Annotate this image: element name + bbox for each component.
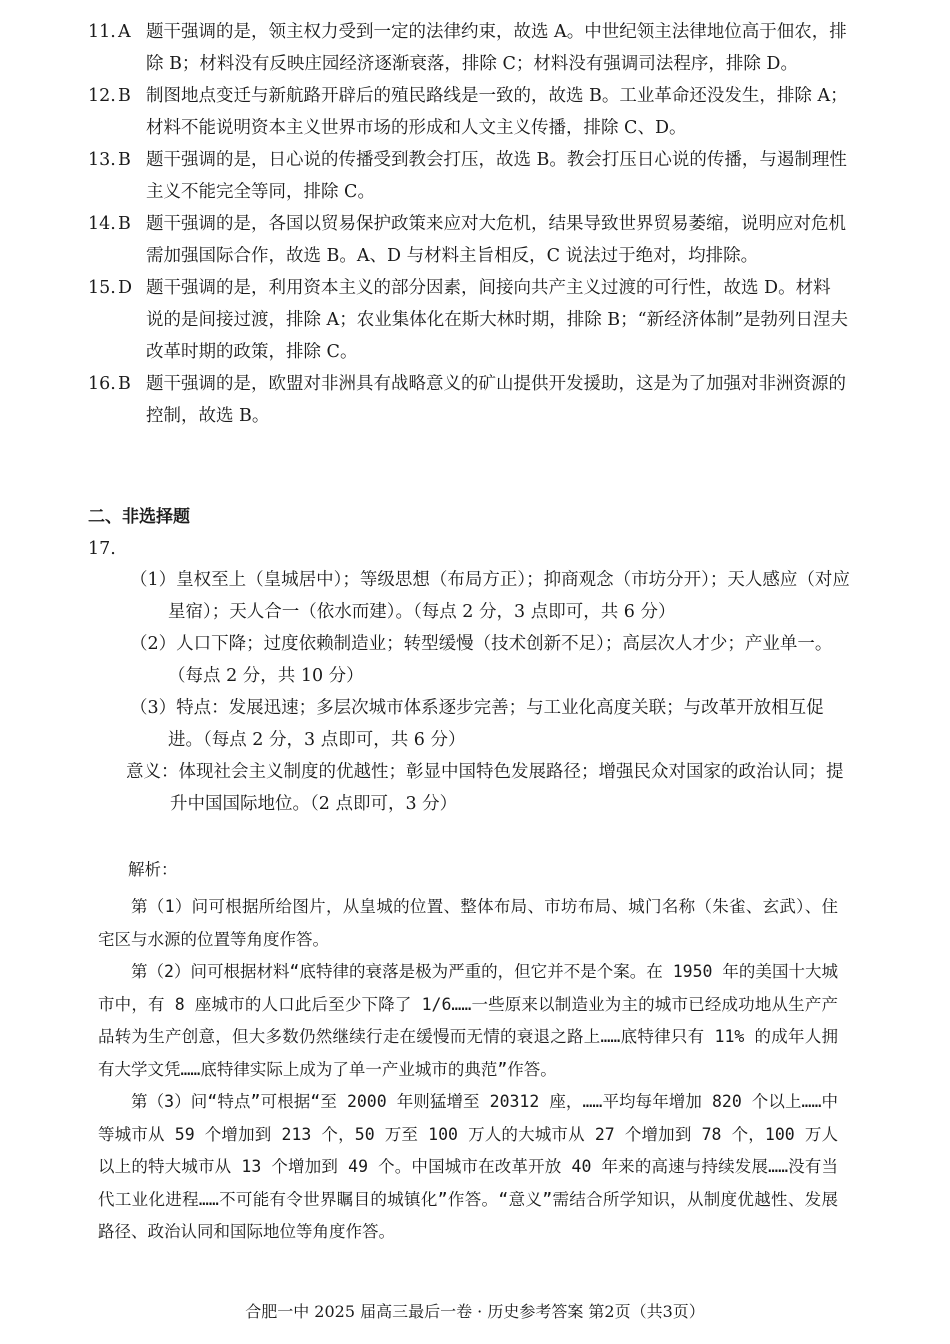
- answer-item-13: [88, 144, 848, 208]
- question-number: 12.: [88, 86, 116, 106]
- question-number: 11.: [88, 22, 116, 42]
- question-number: 16.: [88, 374, 116, 394]
- question-number: 14.: [88, 214, 116, 234]
- answer-explanation: 题干强调的是，欧盟对非洲具有战略意义的矿山提供开发援助，这是为了加强对非洲资源的控制，故选 B。: [146, 374, 846, 426]
- question-17-answers: [126, 564, 850, 820]
- answer-letter: D: [118, 278, 133, 298]
- answer-item-12: [88, 80, 848, 144]
- answer-explanation: 制图地点变迁与新航路开辟后的殖民路线是一致的，故选 B。工业革命还没发生，排除 A；材料不能说明资本主义世界市场的形成和人文主义传播，排除 C、D。: [146, 86, 848, 138]
- sub-answer-3: （3）特点：发展迅速；多层次城市体系逐步完善；与工业化高度关联；与改革开放相互促进。（每点 2 分，3 点即可，共 6 分）: [130, 698, 824, 750]
- sub-answer-1: （1）皇权至上（皇城居中）；等级思想（布局方正）；抑商观念（市坊分开）；天人感应（对应星宿）；天人合一（依水而建）。（每点 2 分，3 点即可，共 6 分）: [130, 570, 850, 622]
- page-footer: 合肥一中 2025 届高三最后一卷 · 历史参考答案 第2页（共3页）: [245, 1302, 705, 1321]
- answer-letter: B: [118, 86, 131, 106]
- answer-letter: B: [118, 374, 131, 394]
- choice-answers: [88, 16, 848, 432]
- analysis-paragraph-1: 第（1）问可根据所给图片，从皇城的位置、整体布局、市坊布局、城门名称（朱雀、玄武）、住宅区与水源的位置等角度作答。: [98, 897, 838, 949]
- answer-explanation: 题干强调的是，日心说的传播受到教会打压，故选 B。教会打压日心说的传播，与遏制理性主义不能完全等同，排除 C。: [146, 150, 847, 202]
- question-17-number: 17.: [88, 539, 116, 559]
- sub-answer-2: （2）人口下降；过度依赖制造业；转型缓慢（技术创新不足）；高层次人才少；产业单一。（每点 2 分，共 10 分）: [130, 634, 833, 686]
- answer-explanation: 题干强调的是，利用资本主义的部分因素，间接向共产主义过渡的可行性，故选 D。材料说的是间接过渡，排除 A；农业集体化在斯大林时期，排除 B；“新经济体制”是勃列日涅夫改革时期的政策，排除 C。: [146, 278, 849, 362]
- answer-item-11: [88, 16, 848, 80]
- answer-item-16: [88, 368, 848, 432]
- answer-explanation: 题干强调的是，领主权力受到一定的法律约束，故选 A。中世纪领主法律地位高于佃农，排除 B；材料没有反映庄园经济逐渐衰落，排除 C；材料没有强调司法程序，排除 D。: [146, 22, 847, 74]
- analysis-paragraph-3: 第（3）问“特点”可根据“至 2000 年则猛增至 20312 座，……平均每年增加 820 个以上……中等城市从 59 个增加到 213 个，50 万至 100 万人的大城市从 27 个增加到 78 个，100 万人以上的特大城市从 13 个增加到 49 个。中国城市在改革开放 40 年来的高速与持续发展……没有当代工业化进程……不可能有令世界瞩目的城镇化”作答。“意义”需结合所学知识，从制度优越性、发展路径、政治认同和国际地位等角度作答。: [98, 1092, 838, 1241]
- answer-explanation: 题干强调的是，各国以贸易保护政策来应对大危机，结果导致世界贸易萎缩，说明应对危机需加强国际合作，故选 B。A、D 与材料主旨相反，C 说法过于绝对，均排除。: [146, 214, 846, 266]
- answer-letter: A: [118, 22, 131, 42]
- analysis-paragraph-2: 第（2）问可根据材料“底特律的衰落是极为严重的，但它并不是个案。在 1950 年的美国十大城市中，有 8 座城市的人口此后至少下降了 1/6……一些原来以制造业为主的城市已经成功地从生产产品转为生产创意，但大多数仍然继续行走在缓慢而无情的衰退之路上……底特律只有 11% 的成年人拥有大学文凭……底特律实际上成为了单一产业城市的典范”作答。: [98, 962, 838, 1079]
- answer-letter: B: [118, 150, 131, 170]
- meaning-answer: 意义：体现社会主义制度的优越性；彰显中国特色发展路径；增强民众对国家的政治认同；提升中国国际地位。（2 点即可，3 分）: [126, 762, 844, 814]
- analysis-section: [98, 855, 848, 1249]
- question-number: 13.: [88, 150, 116, 170]
- section-title: 二、非选择题: [88, 507, 190, 527]
- question-number: 15.: [88, 278, 116, 298]
- answer-item-15: [88, 272, 848, 368]
- analysis-label: 解析：: [128, 860, 178, 879]
- answer-letter: B: [118, 214, 131, 234]
- answer-item-14: [88, 208, 848, 272]
